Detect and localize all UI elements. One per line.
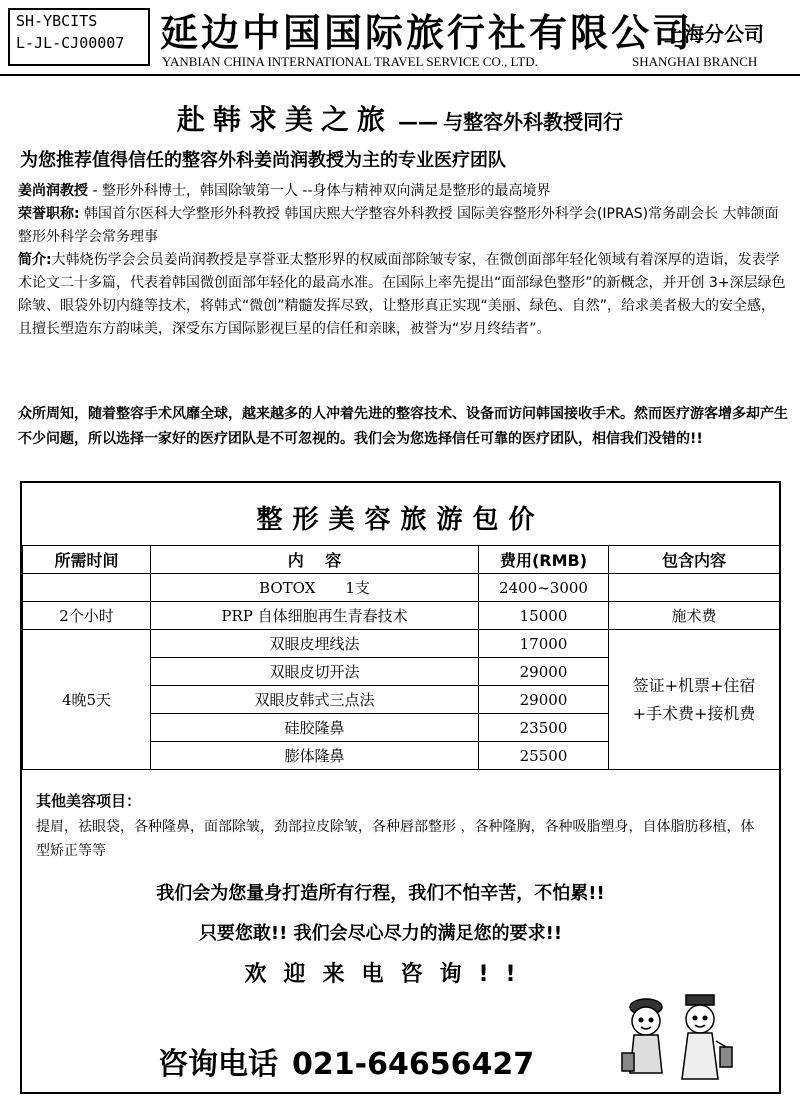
cell-fee: 17000 bbox=[479, 630, 609, 658]
intro-text-name: - 整形外科博士，韩国除皱第一人 --身体与精神双向满足是整形的最高境界 bbox=[88, 183, 551, 199]
cell-included bbox=[609, 574, 780, 602]
header-included: 包含内容 bbox=[609, 546, 780, 574]
header-fee: 费用(RMB) bbox=[479, 546, 609, 574]
phone-label: 咨询电话 bbox=[158, 1047, 278, 1082]
header-time: 所需时间 bbox=[23, 546, 151, 574]
branch-name-en: SHANGHAI BRANCH bbox=[632, 54, 758, 69]
main-title-sub: 与整容外科教授同行 bbox=[443, 110, 624, 134]
cell-fee: 23500 bbox=[479, 714, 609, 742]
company-name-cn: 延边中国国际旅行社有限公司 bbox=[160, 10, 694, 55]
table-row bbox=[23, 602, 780, 630]
notice-paragraph: 众所周知，随着整容手术风靡全球，越来越多的人冲着先进的整容技术、设备而访问韩国接收手术。然而医疗游客增多却产生不少问题，所以选择一家好的医疗团队是不可忽视的。我们会为您选择信任可靠的医疗团队，相信我们没错的!! bbox=[18, 406, 788, 447]
cell-fee: 29000 bbox=[479, 658, 609, 686]
cell-content: 硅胶隆鼻 bbox=[151, 714, 479, 742]
price-table-title: 整形美容旅游包价 bbox=[256, 505, 545, 535]
mascot-boy-icon bbox=[682, 995, 732, 1079]
cell-content: 膨体隆鼻 bbox=[151, 742, 479, 770]
company-name-en: YANBIAN CHINA INTERNATIONAL TRAVEL SERVICE CO., LTD. bbox=[162, 54, 538, 69]
cell-content: 双眼皮切开法 bbox=[151, 658, 479, 686]
mascot-girl-icon bbox=[622, 999, 662, 1073]
intro-label-name: 姜尚润教授 bbox=[18, 183, 88, 199]
table-header-row bbox=[23, 546, 780, 574]
intro-line-bio bbox=[18, 249, 786, 341]
other-procedures-text: 提眉，祛眼袋，各种隆鼻，面部除皱，劲部拉皮除皱，各种唇部整形 ，各种隆胸，各种吸脂塑身，自体脂肪移植，体型矫正等等 bbox=[36, 819, 755, 859]
intro-label-titles: 荣誉职称: bbox=[18, 206, 80, 222]
cell-time: 2个小时 bbox=[23, 602, 151, 630]
cell-content: PRP 自体细胞再生青春技术 bbox=[151, 602, 479, 630]
cell-included bbox=[609, 630, 780, 770]
cell-included: 施术费 bbox=[609, 602, 780, 630]
price-table bbox=[22, 545, 780, 770]
main-title bbox=[0, 98, 800, 138]
other-procedures-heading: 其他美容项目： bbox=[36, 792, 142, 810]
price-package-box bbox=[20, 481, 781, 1094]
intro-line-titles bbox=[18, 203, 786, 249]
cell-fee: 2400~3000 bbox=[479, 574, 609, 602]
cell-fee: 29000 bbox=[479, 686, 609, 714]
intro-label-bio: 简介: bbox=[18, 252, 52, 268]
cell-content: 双眼皮埋线法 bbox=[151, 630, 479, 658]
professor-intro bbox=[18, 180, 786, 341]
header-divider bbox=[0, 74, 800, 76]
license-code-line-2: L-JL-CJ00007 bbox=[16, 34, 125, 52]
intro-line-name bbox=[18, 180, 786, 203]
intro-text-titles: 韩国首尔医科大学整形外科教授 韩国庆熙大学整容外科教授 国际美容整形外科学会(IPRAS)常务副会长 大韩颌面整形外科学会常务理事 bbox=[18, 206, 779, 245]
cell-content: 双眼皮韩式三点法 bbox=[151, 686, 479, 714]
cell-time bbox=[23, 574, 151, 602]
cell-fee: 15000 bbox=[479, 602, 609, 630]
cell-content: BOTOX 1支 bbox=[151, 574, 479, 602]
consult-phone bbox=[158, 1039, 548, 1083]
letterhead bbox=[0, 0, 800, 76]
header-content: 内 容 bbox=[151, 546, 479, 574]
other-procedures bbox=[36, 789, 766, 863]
branch-name-cn: 上海分公司 bbox=[664, 22, 764, 46]
slogan-custom-itinerary: 我们会为您量身打造所有行程，我们不怕辛苦，不怕累!! bbox=[156, 883, 605, 904]
mascot-illustration bbox=[616, 989, 738, 1087]
subtitle: 为您推荐值得信任的整容外科姜尚润教授为主的专业医疗团队 bbox=[20, 150, 506, 171]
license-code-box bbox=[8, 8, 150, 66]
slogan-welcome-call: 欢迎来电咨询!! bbox=[244, 962, 533, 987]
main-title-text: 赴韩求美之旅 bbox=[176, 103, 393, 136]
phone-number[interactable]: 021-64656427 bbox=[292, 1047, 535, 1082]
intro-text-bio: 大韩烧伤学会会员姜尚润教授是享誉亚太整形界的权威面部除皱专家，在微创面部年轻化领域有着深厚的造诣，发表学术论文二十多篇，代表着韩国微创面部年轻化的最高水准。在国际上率先提出“面部绿色整形”的新概念，并开创 3+深层绿色除皱、眼袋外切内缝等技术，将韩式“微创”精髓发挥尽致，让整形真正实现“美丽、绿色、自然”，给求美者极大的安全感，且擅长塑造东方韵味美，深受东方国际影视巨星的信任和亲睐，被誉为“岁月终结者”。 bbox=[18, 252, 786, 337]
main-title-dash: —— bbox=[398, 110, 438, 134]
included-items: 签证+机票+住宿+手术费+接机费 bbox=[632, 675, 756, 723]
table-row bbox=[23, 630, 780, 658]
cell-time: 4晚5天 bbox=[23, 630, 151, 770]
slogan-satisfy: 只要您敢!! 我们会尽心尽力的满足您的要求!! bbox=[198, 923, 563, 944]
cell-fee: 25500 bbox=[479, 742, 609, 770]
table-row bbox=[23, 574, 780, 602]
license-code-line-1: SH-YBCITS bbox=[16, 12, 98, 30]
